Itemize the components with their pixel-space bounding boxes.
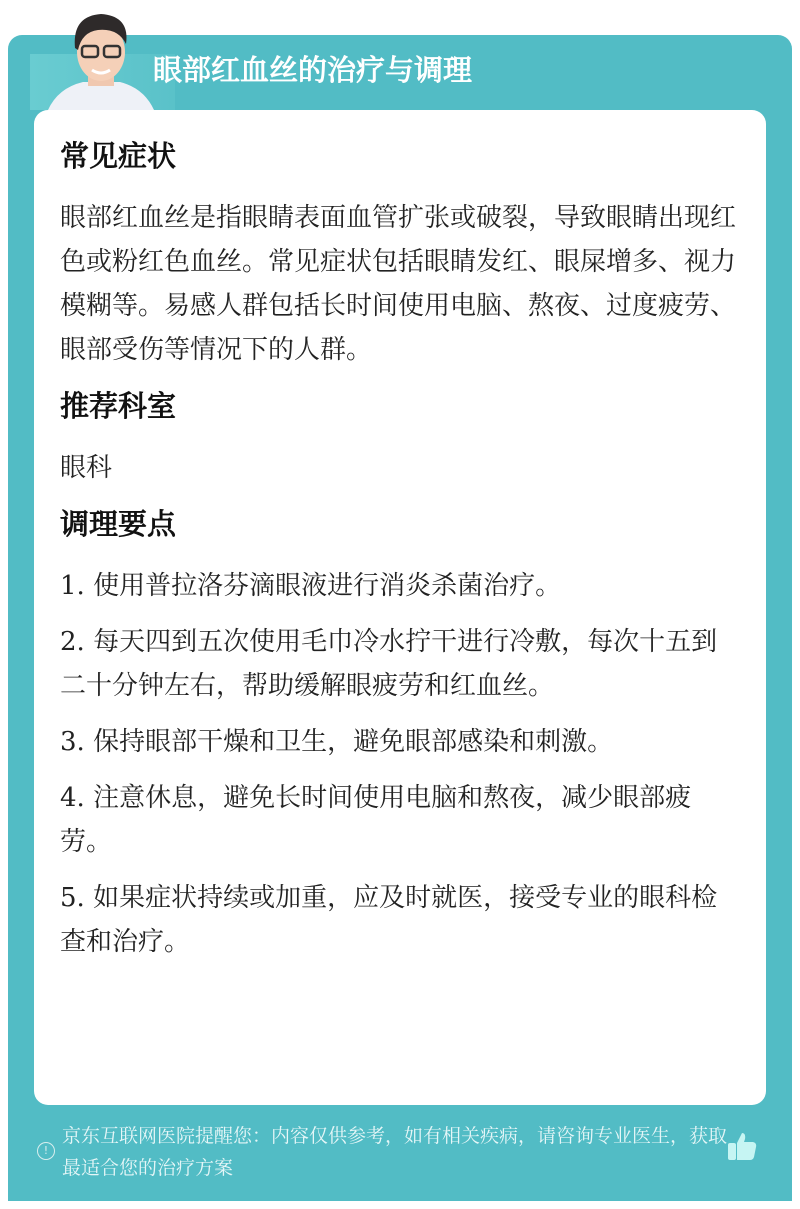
- symptoms-heading: 常见症状: [60, 139, 177, 173]
- item-number: 2.: [60, 627, 85, 657]
- info-icon: !: [37, 1142, 55, 1160]
- item-number: 1.: [60, 571, 85, 601]
- disclaimer-text: 京东互联网医院提醒您：内容仅供参考，如有相关疾病，请咨询专业医生，获取最适合您的治疗方案: [62, 1125, 728, 1179]
- content-card: [34, 110, 766, 1105]
- department-text: 眼科: [60, 453, 113, 483]
- item-text: 保持眼部干燥和卫生，避免眼部感染和刺激。: [93, 727, 614, 757]
- department-heading: 推荐科室: [60, 389, 177, 423]
- thumbs-up-icon[interactable]: [726, 1130, 758, 1162]
- list-item: [60, 564, 740, 608]
- list-item: [60, 620, 740, 708]
- list-item: [60, 876, 740, 964]
- list-item: [60, 720, 740, 764]
- symptoms-text: 眼部红血丝是指眼睛表面血管扩张或破裂，导致眼睛出现红色或粉红色血丝。常见症状包括眼睛发红、眼屎增多、视力模糊等。易感人群包括长时间使用电脑、熬夜、过度疲劳、眼部受伤等情况下的人群。: [60, 203, 737, 365]
- item-text: 如果症状持续或加重，应及时就医，接受专业的眼科检查和治疗。: [60, 883, 718, 957]
- item-number: 5.: [60, 883, 85, 913]
- page-title: 眼部红血丝的治疗与调理: [153, 53, 473, 87]
- care-heading: 调理要点: [60, 507, 177, 541]
- doctor-avatar-icon: [48, 8, 154, 110]
- item-number: 3.: [60, 727, 85, 757]
- item-number: 4.: [60, 783, 85, 813]
- item-text: 使用普拉洛芬滴眼液进行消炎杀菌治疗。: [93, 571, 562, 601]
- item-text: 注意休息，避免长时间使用电脑和熬夜，减少眼部疲劳。: [60, 783, 692, 857]
- list-item: [60, 776, 740, 864]
- item-text: 每天四到五次使用毛巾冷水拧干进行冷敷，每次十五到二十分钟左右，帮助缓解眼疲劳和红血丝。: [60, 627, 718, 701]
